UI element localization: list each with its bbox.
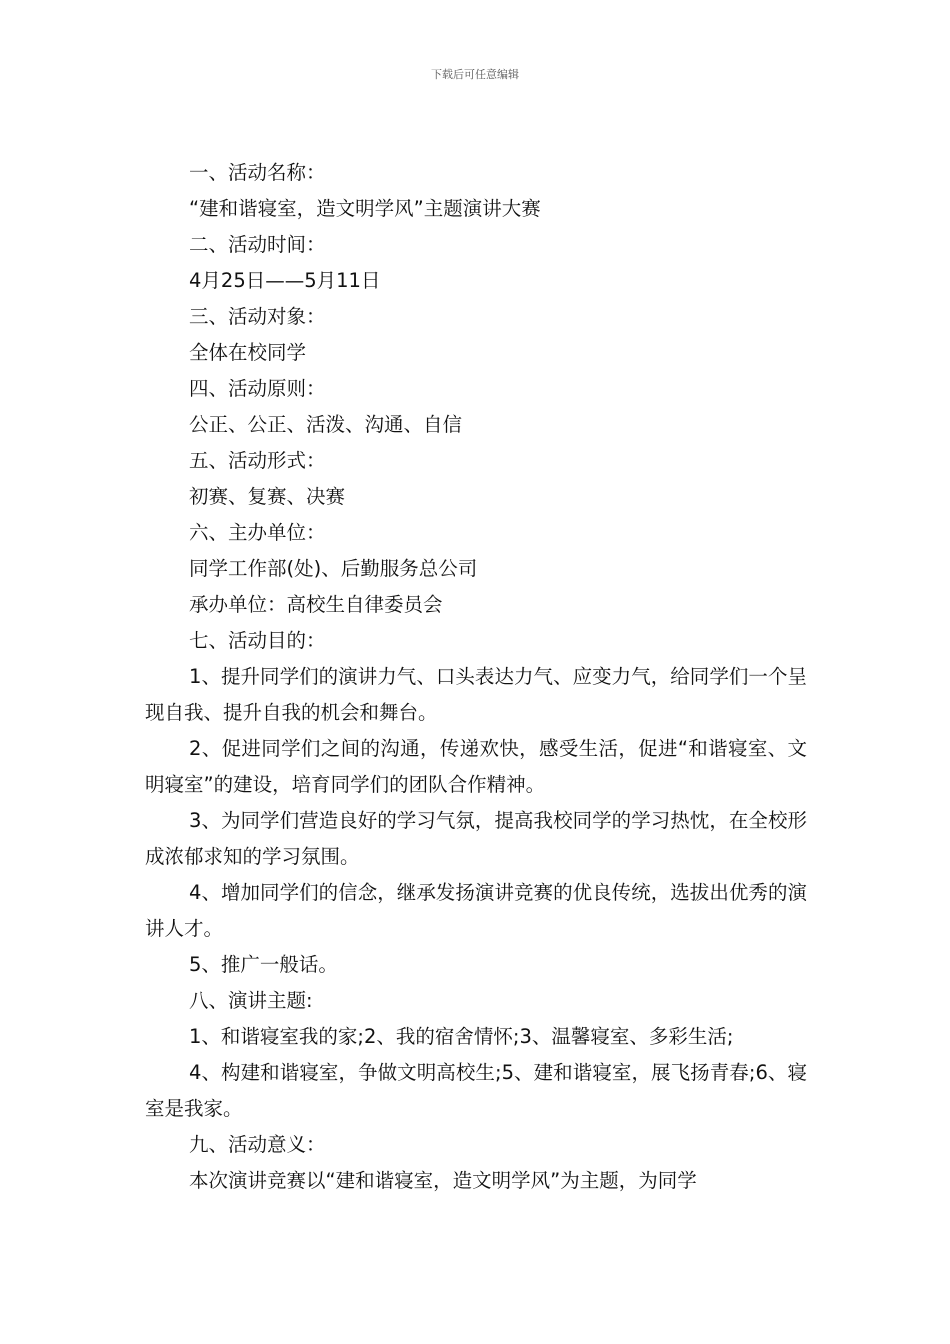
- purpose-item-2: 2、促进同学们之间的沟通，传递欢快，感受生活，促进“和谐寝室、文明寝室”的建设，培育同学们的团队合作精神。: [145, 737, 807, 796]
- purpose-item-3: 3、为同学们营造良好的学习气氛，提高我校同学的学习热忱，在全校形成浓郁求知的学习氛围。: [145, 809, 807, 868]
- section-title-speech-theme: 八、演讲主题:: [189, 989, 313, 1012]
- purpose-item-4: 4、增加同学们的信念，继承发扬演讲竞赛的优良传统，选拔出优秀的演讲人才。: [145, 881, 807, 940]
- section-title-activity-name: 一、活动名称：: [189, 161, 326, 184]
- section-title-activity-purpose: 七、活动目的：: [189, 629, 326, 652]
- theme-items-2: 4、构建和谐寝室，争做文明高校生;5、建和谐寝室，展飞扬青春;6、寝室是我家。: [145, 1061, 807, 1120]
- section-title-activity-time: 二、活动时间：: [189, 233, 326, 256]
- section-title-activity-format: 五、活动形式：: [189, 449, 326, 472]
- activity-target-text: 全体在校同学: [189, 341, 307, 364]
- activity-name-text: “建和谐寝室，造文明学风”主题演讲大赛: [189, 197, 541, 220]
- activity-time-text: 4月25日——5月11日: [189, 269, 381, 292]
- section-title-activity-target: 三、活动对象：: [189, 305, 326, 328]
- co-organizer-text: 承办单位：高校生自律委员会: [189, 593, 443, 616]
- activity-principle-text: 公正、公正、活泼、沟通、自信: [189, 413, 463, 436]
- page-header: 下载后可任意编辑: [431, 68, 519, 81]
- organizer-text: 同学工作部(处)、后勤服务总公司: [189, 557, 478, 580]
- section-title-organizer: 六、主办单位：: [189, 521, 326, 544]
- section-title-activity-principle: 四、活动原则：: [189, 377, 326, 400]
- purpose-item-5: 5、推广一般话。: [189, 953, 338, 976]
- purpose-item-1: 1、提升同学们的演讲力气、口头表达力气、应变力气，给同学们一个呈现自我、提升自我的机会和舞台。: [145, 665, 807, 724]
- activity-format-text: 初赛、复赛、决赛: [189, 485, 346, 508]
- theme-items-1: 1、和谐寝室我的家;2、我的宿舍情怀;3、温馨寝室、多彩生活;: [189, 1025, 734, 1048]
- document-body: [145, 155, 807, 1199]
- section-title-activity-significance: 九、活动意义：: [189, 1133, 326, 1156]
- significance-text: 本次演讲竞赛以“建和谐寝室，造文明学风”为主题，为同学: [189, 1169, 697, 1192]
